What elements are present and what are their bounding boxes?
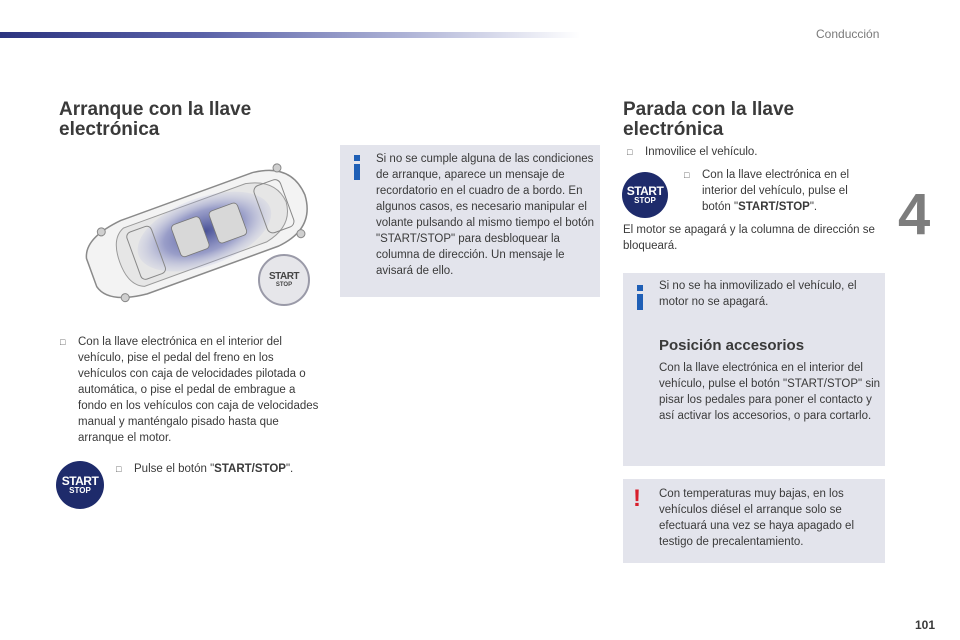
subsection-title-accessories: Posición accesorios: [659, 337, 805, 354]
page-number: 101: [915, 618, 936, 632]
checkbox-marker-icon: □: [116, 464, 122, 474]
section-title-stop: Parada con la llave electrónica: [623, 99, 795, 140]
header-gradient-bar: [0, 32, 580, 38]
bullet-start-step-1: □ Con la llave electrónica en el interior del vehículo, pise el pedal del freno en los vehículos con caja de velocidades pilotada o automática, o pise el pedal de embrague a fondo en los vehículos con caja de velocidades manual y manténgalo pisado hasta que arranque el motor.: [60, 336, 319, 444]
info-icon: [637, 285, 643, 310]
checkbox-marker-icon: □: [684, 170, 690, 180]
bullet-stop-step-2: □ Con la llave electrónica en el interior del vehículo, pulse el botón "START/STOP".: [684, 169, 850, 213]
checkbox-marker-icon: □: [627, 147, 633, 157]
stop-result-paragraph: El motor se apagará y la columna de dirección se bloqueará.: [623, 224, 875, 252]
info-text-stop: Si no se ha inmovilizado el vehículo, el motor no se apagará.: [659, 280, 857, 308]
info-icon: [354, 155, 360, 180]
info-box-start: [340, 145, 600, 297]
start-stop-icon: START STOP: [622, 172, 668, 218]
start-stop-button-illustration: START STOP: [258, 254, 310, 306]
accessories-text: Con la llave electrónica en el interior del vehículo, pulse el botón "START/STOP" sin pisar los pedales para poner el contacto y así activar los accesorios, o para cortarlo.: [659, 362, 881, 422]
section-title-start: Arranque con la llave electrónica: [59, 99, 252, 140]
warning-text: Con temperaturas muy bajas, en los vehículos diésel el arranque solo se efectuará una vez se haya apagado el testigo de precalentamiento.: [659, 488, 855, 548]
info-box-stop: [623, 273, 885, 466]
warning-icon: !: [633, 485, 641, 512]
chapter-title: Conducción: [816, 27, 880, 41]
bullet-start-step-2: □ Pulse el botón "START/STOP".: [116, 463, 294, 475]
chapter-number: 4: [898, 182, 931, 247]
checkbox-marker-icon: □: [60, 337, 66, 347]
warning-box-diesel: [623, 479, 885, 563]
bullet-stop-step-1: □ Inmovilice el vehículo.: [627, 146, 758, 158]
start-stop-icon: START STOP: [56, 461, 104, 509]
info-text-start: Si no se cumple alguna de las condiciones de arranque, aparece un mensaje de recordatorio en el cuadro de a bordo. En algunos casos, es necesario manipular el volante pulsando al mismo tiempo el botón "START/STOP" para desbloquear la columna de dirección. Un mensaje le avisará de ello.: [376, 153, 594, 277]
